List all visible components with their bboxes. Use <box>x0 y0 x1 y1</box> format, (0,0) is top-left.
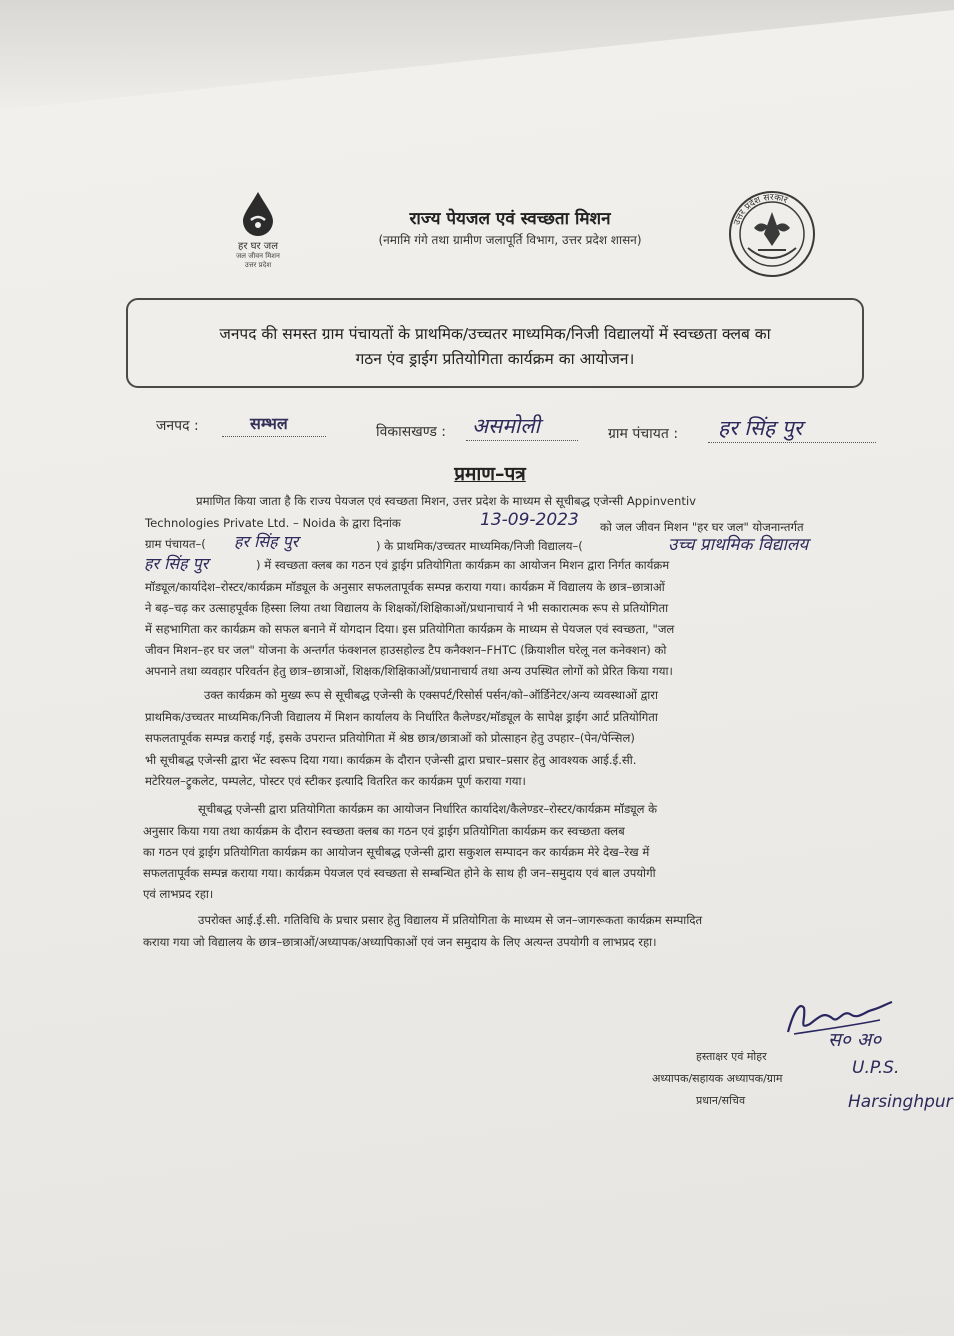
panchayat-label: ग्राम पंचायत : <box>608 426 679 442</box>
block-label: विकासखण्ड : <box>376 424 447 440</box>
p2-line-2: प्राथमिक/उच्चतर माध्यमिक/निजी विद्यालय में मिशन कार्यालय के निर्धारित कैलेण्डर/मॉड्यूल के सापेक्ष ड्राईग आर्ट प्रतियोगिता <box>145 710 658 724</box>
panchayat-line <box>708 414 876 443</box>
handwritten-panchayat: हर सिंह पुर <box>234 532 299 551</box>
logo-text-uttar-pradesh: उत्तर प्रदेश <box>244 261 272 269</box>
subject-line-1: जनपद की समस्त ग्राम पंचायतों के प्राथमिक/उच्चतर माध्यमिक/निजी विद्यालयों में स्वच्छता क्लब का <box>219 325 771 343</box>
subject-line-2: गठन एंव ड्राईग प्रतियोगिता कार्यक्रम का आयोजन। <box>355 350 635 368</box>
p1-line-2b: को जल जीवन मिशन "हर घर जल" योजनान्तर्गत <box>600 520 804 534</box>
subject-box <box>126 298 864 388</box>
p3-line-4: सफलतापूर्वक सम्पन्न कराया गया। कार्यक्रम पेयजल एवं स्वच्छता से सम्बन्धित होने के साथ ही जन–समुदाय एवं बाल उपयोगी <box>143 866 656 880</box>
block-line <box>466 412 578 441</box>
signatory-designation-1: अध्यापक/सहायक अध्यापक/ग्राम <box>652 1072 783 1085</box>
p2-line-3: सफलतापूर्वक सम्पन्न कराई गई, इसके उपरान्त प्रतियोगिता में श्रेष्ठ छात्र/छात्राओं को प्रोत्साहन हेतु उपहार–(पेन/पेन्सिल) <box>145 731 635 745</box>
p1-line-3b: ) के प्राथमिक/उच्चतर माध्यमिक/निजी विद्यालय–( <box>376 539 583 553</box>
signature-label: हस्ताक्षर एवं मोहर <box>696 1050 767 1063</box>
logo-text-jal-jeevan-mission: जल जीवन मिशन <box>236 252 280 260</box>
p1-line-9: अपनाने तथा व्यवहार परिवर्तन हेतु छात्र–छात्राओं, शिक्षक/शिक्षिकाओं/प्रधानाचार्य तथा अन्य उपस्थित लोगों को प्रेरित किया गया। <box>145 664 673 678</box>
p1-line-7: में सहभागिता कर कार्यक्रम को सफल बनाने में योगदान दिया। इस प्रतियोगिता कार्यक्रम के माध्यम से पेयजल एवं स्वच्छता, "जल <box>145 622 675 636</box>
header-subtitle: (नमामि गंगे तथा ग्रामीण जलापूर्ति विभाग, उत्तर प्रदेश शासन) <box>378 233 642 247</box>
water-drop-icon <box>238 190 278 236</box>
handwritten-designation: स० अ० <box>828 1029 882 1051</box>
handwritten-school-village: हर सिंह पुर <box>144 554 209 573</box>
district-value: सम्भल <box>250 414 288 433</box>
p2-line-5: मटेरियल–ट्रुकलेट, पम्पलेट, पोस्टर एवं स्टीकर इत्यादि वितरित कर कार्यक्रम पूर्ण कराया गया। <box>145 774 526 788</box>
handwritten-ups: U.P.S. <box>852 1058 900 1078</box>
svg-text:उत्तर प्रदेश सरकार <box>732 193 789 227</box>
signatory-designation-2: प्रधान/सचिव <box>696 1094 746 1107</box>
emblem-caption: उत्तर प्रदेश सरकार <box>732 192 789 227</box>
panchayat-value: हर सिंह पुर <box>718 416 803 440</box>
p2-line-1: उक्त कार्यक्रम को मुख्य रूप से सूचीबद्ध एजेन्सी के एक्सपर्ट/रिसोर्स पर्सन/को–ऑर्डिनेटर/अन्य व्यवस्थाओं द्वारा <box>204 688 659 702</box>
p4-line-1: उपरोक्त आई.ई.सी. गतिविधि के प्रचार प्रसार हेतु विद्यालय में प्रतियोगिता के माध्यम से जन–जागरूकता कार्यक्रम सम्पादित <box>198 913 703 927</box>
p2-line-4: भी सूचीबद्ध एजेन्सी द्वारा भेंट स्वरूप दिया गया। कार्यक्रम के दौरान एजेन्सी द्वारा प्रचार–प्रसार हेतु आवश्यक आई.ई.सी. <box>145 753 637 767</box>
logo-text-har-ghar-jal: हर घर जल <box>238 241 278 252</box>
p1-line-5: मॉड्यूल/कार्यादेश–रोस्टर/कार्यक्रम मॉड्यूल के अनुसार सफलतापूर्वक सम्पन्न कराया गया। कार्यक्रम में विद्यालय के छात्र–छात्राओं <box>145 580 665 594</box>
certificate-title: प्रमाण–पत्र <box>454 463 526 485</box>
har-ghar-jal-logo <box>218 190 298 270</box>
handwritten-school-name: उच्च प्राथमिक विद्यालय <box>668 535 809 555</box>
p1-line-4b: ) में स्वच्छता क्लब का गठन एवं ड्राईग प्रतियोगिता कार्यक्रम का आयोजन मिशन द्वारा निर्गत कार्यक्रम <box>256 558 670 572</box>
p3-line-1: सूचीबद्ध एजेन्सी द्वारा प्रतियोगिता कार्यक्रम का आयोजन निर्धारित कार्यादेश/कैलेण्डर–रोस्टर/कार्यक्रम मॉड्यूल के <box>198 802 658 816</box>
header-title: राज्य पेयजल एवं स्वच्छता मिशन <box>409 209 611 229</box>
district-label: जनपद : <box>156 418 199 434</box>
handwritten-date: 13-09-2023 <box>480 510 579 530</box>
p1-line-6: ने बढ़–चढ़ कर उत्साहपूर्वक हिस्सा लिया तथा विद्यालय के शिक्षकों/शिक्षिकाओं/प्रधानाचार्य ने भी सकारात्मक रूप से प्रतियोगिता <box>145 601 669 615</box>
p3-line-5: एवं लाभप्रद रहा। <box>143 887 214 901</box>
block-value: असमोली <box>472 414 540 438</box>
emblem-icon <box>724 190 820 280</box>
p3-line-2: अनुसार किया गया तथा कार्यक्रम के दौरान स्वच्छता क्लब का गठन एवं ड्राईग प्रतियोगिता कार्यक्रम कर स्वच्छता क्लब <box>143 824 625 838</box>
p3-line-3: का गठन एवं ड्राईग प्रतियोगिता कार्यक्रम का आयोजन सूचीबद्ध एजेन्सी द्वारा सकुशल सम्पादन कर कार्यक्रम मेरे देख–रेख में <box>143 845 650 859</box>
p1-line-3a: ग्राम पंचायत–( <box>145 537 206 551</box>
p1-line-1: प्रमाणित किया जाता है कि राज्य पेयजल एवं स्वच्छता मिशन, उत्तर प्रदेश के माध्यम से सूचीबद्ध एजेन्सी Appinventiv <box>196 494 697 508</box>
p1-line-8: जीवन मिशन–हर घर जल" योजना के अन्तर्गत फंक्शनल हाउसहोल्ड टैप कनैक्शन–FHTC (क्रियाशील घरेलू नल कनेक्शन) को <box>145 643 667 657</box>
handwritten-village: Harsinghpur <box>848 1092 953 1112</box>
p1-line-2a: Technologies Private Ltd. – Noida के द्वारा दिनांक <box>145 516 401 530</box>
district-line <box>222 412 326 437</box>
up-government-emblem <box>724 190 820 284</box>
p4-line-2: कराया गया जो विद्यालय के छात्र–छात्राओं/अध्यापक/अध्यापिकाओं एवं जन समुदाय के लिए अत्यन्त उपयोगी व लाभप्रद रहा। <box>143 935 657 949</box>
